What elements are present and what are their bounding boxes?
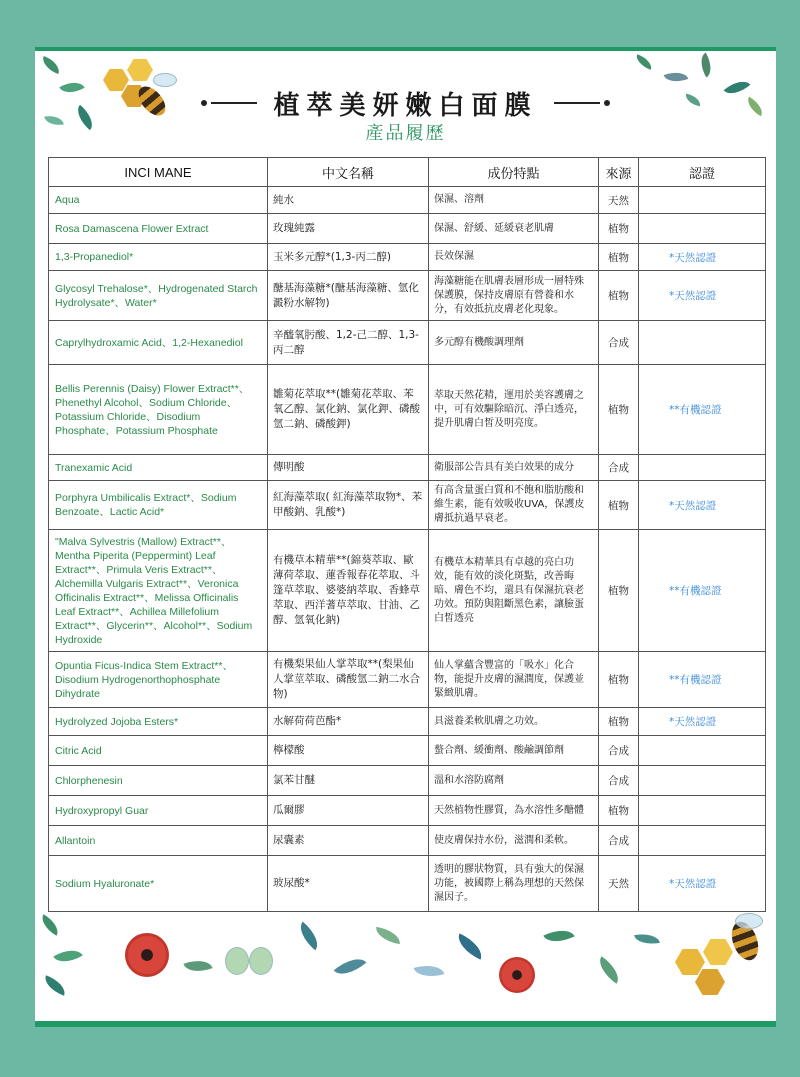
bottom-border [35,1021,776,1027]
chinese-name-cell: 氯苯甘醚 [268,766,429,796]
header-certification: 認證 [639,158,766,187]
cert-cell [639,796,766,826]
table-header-row [49,158,766,187]
feature-cell: 萃取天然花精，運用於美容護膚之中，可有效驅除暗沉、淨白透亮，提升肌膚白皙及明亮度。 [429,365,599,455]
feature-cell: 天然植物性膠質，為水溶性多醣體 [429,796,599,826]
cert-cell: *天然認證 [639,708,766,736]
feature-cell: 保濕、舒緩、延緩衰老肌膚 [429,214,599,244]
cert-cell [639,455,766,481]
feature-cell: 仙人掌蘊含豐富的「吸水」化合物，能提升皮膚的濕潤度，保護並緊緻肌膚。 [429,652,599,708]
feature-cell: 溫和水溶防腐劑 [429,766,599,796]
table-row [49,321,766,365]
inci-cell: Allantoin [49,826,268,856]
feature-cell: 海藻糖能在肌膚表層形成一層特殊保護膜，保持皮膚原有營養和水分，有效抵抗皮膚老化現象。 [429,271,599,321]
inci-cell: Opuntia Ficus-Indica Stem Extract**、Disodium Hydrogenorthophosphate Dihydrate [49,652,268,708]
source-cell: 天然 [599,856,639,912]
feature-cell: 有機草本精華具有卓越的亮白功效，能有效的淡化斑點，改善晦暗、膚色不均，還具有保濕抗衰老功效。預防與阻斷黑色素，讓臉蛋白皙透亮 [429,530,599,652]
source-cell: 合成 [599,321,639,365]
cert-cell: **有機認證 [639,365,766,455]
table-row [49,826,766,856]
cert-cell: **有機認證 [639,530,766,652]
cert-cell [639,187,766,214]
feature-cell: 透明的膠狀物質，具有強大的保濕功能，被國際上稱為理想的天然保濕因子。 [429,856,599,912]
inci-cell: Rosa Damascena Flower Extract [49,214,268,244]
header-features: 成份特點 [429,158,599,187]
feature-cell: 保濕、溶劑 [429,187,599,214]
chinese-name-cell: 玫瑰純露 [268,214,429,244]
title-row [35,83,776,123]
table-row [49,214,766,244]
source-cell: 植物 [599,652,639,708]
chinese-name-cell: 水解荷荷芭酯* [268,708,429,736]
source-cell: 植物 [599,365,639,455]
cert-cell: *天然認證 [639,481,766,530]
source-cell: 合成 [599,455,639,481]
page-title: 植萃美妍嫩白面膜 [273,90,538,121]
chinese-name-cell: 純水 [268,187,429,214]
inci-cell: 1,3-Propanediol* [49,244,268,271]
table-row [49,530,766,652]
inci-cell: Citric Acid [49,736,268,766]
header-inci: INCI MANE [49,158,268,187]
cert-cell [639,321,766,365]
cert-cell [639,766,766,796]
page-subtitle: 產品履歷 [365,123,446,144]
source-cell: 植物 [599,271,639,321]
cert-cell [639,826,766,856]
cert-cell: *天然認證 [639,244,766,271]
chinese-name-cell: 辛醯氧肟酸、1,2-己二醇、1,3-丙二醇 [268,321,429,365]
chinese-name-cell: 檸檬酸 [268,736,429,766]
chinese-name-cell: 玉米多元醇*(1,3-丙二醇) [268,244,429,271]
feature-cell: 多元醇有機酸調理劑 [429,321,599,365]
table-row [49,856,766,912]
ingredient-table [48,157,766,912]
chinese-name-cell: 醣基海藻糖*(醣基海藻糖、氫化澱粉水解物) [268,271,429,321]
source-cell: 植物 [599,796,639,826]
inci-cell: Glycosyl Trehalose*、Hydrogenated Starch Hydrolysate*、Water* [49,271,268,321]
inci-cell: Chlorphenesin [49,766,268,796]
table-row [49,796,766,826]
source-cell: 植物 [599,708,639,736]
inci-cell: Porphyra Umbilicalis Extract*、Sodium Benzoate、Lactic Acid* [49,481,268,530]
feature-cell: 有高含量蛋白質和不飽和脂肪酸和維生素，能有效吸收UVA，保護皮膚抵抗過早衰老。 [429,481,599,530]
source-cell: 植物 [599,244,639,271]
bottom-floral-decoration [35,909,776,1021]
table-row [49,708,766,736]
chinese-name-cell: 紅海藻萃取( 紅海藻萃取物*、苯甲酸鈉、乳酸*) [268,481,429,530]
inci-cell: "Malva Sylvestris (Mallow) Extract**、Mentha Piperita (Peppermint) Leaf Extract**、Primula Veris Extract**、Alchemilla Vulgaris Extract**、Veronica Officinalis Extract**、Melissa Officinalis Leaf Extract**、Achillea Millefolium Extract**、Glycerin**、Alcohol**、Sodium Hydroxide [49,530,268,652]
cert-cell: *天然認證 [639,271,766,321]
source-cell: 植物 [599,530,639,652]
header-chinese-name: 中文名稱 [268,158,429,187]
chinese-name-cell: 尿囊素 [268,826,429,856]
table-row [49,481,766,530]
chinese-name-cell: 傳明酸 [268,455,429,481]
cert-cell [639,736,766,766]
inci-cell: Hydroxypropyl Guar [49,796,268,826]
title-dash-right [554,102,600,104]
chinese-name-cell: 玻尿酸* [268,856,429,912]
table-row [49,244,766,271]
feature-cell: 衛服部公告具有美白效果的成分 [429,455,599,481]
chinese-name-cell: 雛菊花萃取**(雛菊花萃取、苯氧乙醇、氯化鈉、氯化鉀、磷酸氫二鈉、磷酸鉀) [268,365,429,455]
feature-cell: 長效保濕 [429,244,599,271]
chinese-name-cell: 有機草本精華**(錦葵萃取、歐薄荷萃取、蓮香報春花萃取、斗篷草萃取、婆婆納萃取、香蜂草萃取、西洋蓍草萃取、甘油、乙醇、氫氧化鈉) [268,530,429,652]
inci-cell: Aqua [49,187,268,214]
cert-cell: *天然認證 [639,856,766,912]
cert-cell: **有機認證 [639,652,766,708]
source-cell: 植物 [599,214,639,244]
source-cell: 合成 [599,826,639,856]
inci-cell: Caprylhydroxamic Acid、1,2-Hexanediol [49,321,268,365]
source-cell: 植物 [599,481,639,530]
feature-cell: 使皮膚保持水份，滋潤和柔軟。 [429,826,599,856]
table-row [49,187,766,214]
table-row [49,652,766,708]
source-cell: 天然 [599,187,639,214]
table-row [49,736,766,766]
table-row [49,455,766,481]
source-cell: 合成 [599,736,639,766]
chinese-name-cell: 瓜爾膠 [268,796,429,826]
feature-cell: 螯合劑、緩衝劑、酸鹼調節劑 [429,736,599,766]
inci-cell: Hydrolyzed Jojoba Esters* [49,708,268,736]
source-cell: 合成 [599,766,639,796]
table-row [49,766,766,796]
product-sheet [35,47,776,1027]
header-source: 來源 [599,158,639,187]
chinese-name-cell: 有機梨果仙人掌萃取**(梨果仙人掌莖萃取、磷酸氫二鈉二水合物) [268,652,429,708]
feature-cell: 具滋養柔軟肌膚之功效。 [429,708,599,736]
title-dash-left [211,102,257,104]
inci-cell: Bellis Perennis (Daisy) Flower Extract**、Phenethyl Alcohol、Sodium Chloride、Potassium Chloride、Disodium Phosphate、Potassium Phosphate [49,365,268,455]
inci-cell: Tranexamic Acid [49,455,268,481]
inci-cell: Sodium Hyaluronate* [49,856,268,912]
table-row [49,365,766,455]
cert-cell [639,214,766,244]
table-row [49,271,766,321]
